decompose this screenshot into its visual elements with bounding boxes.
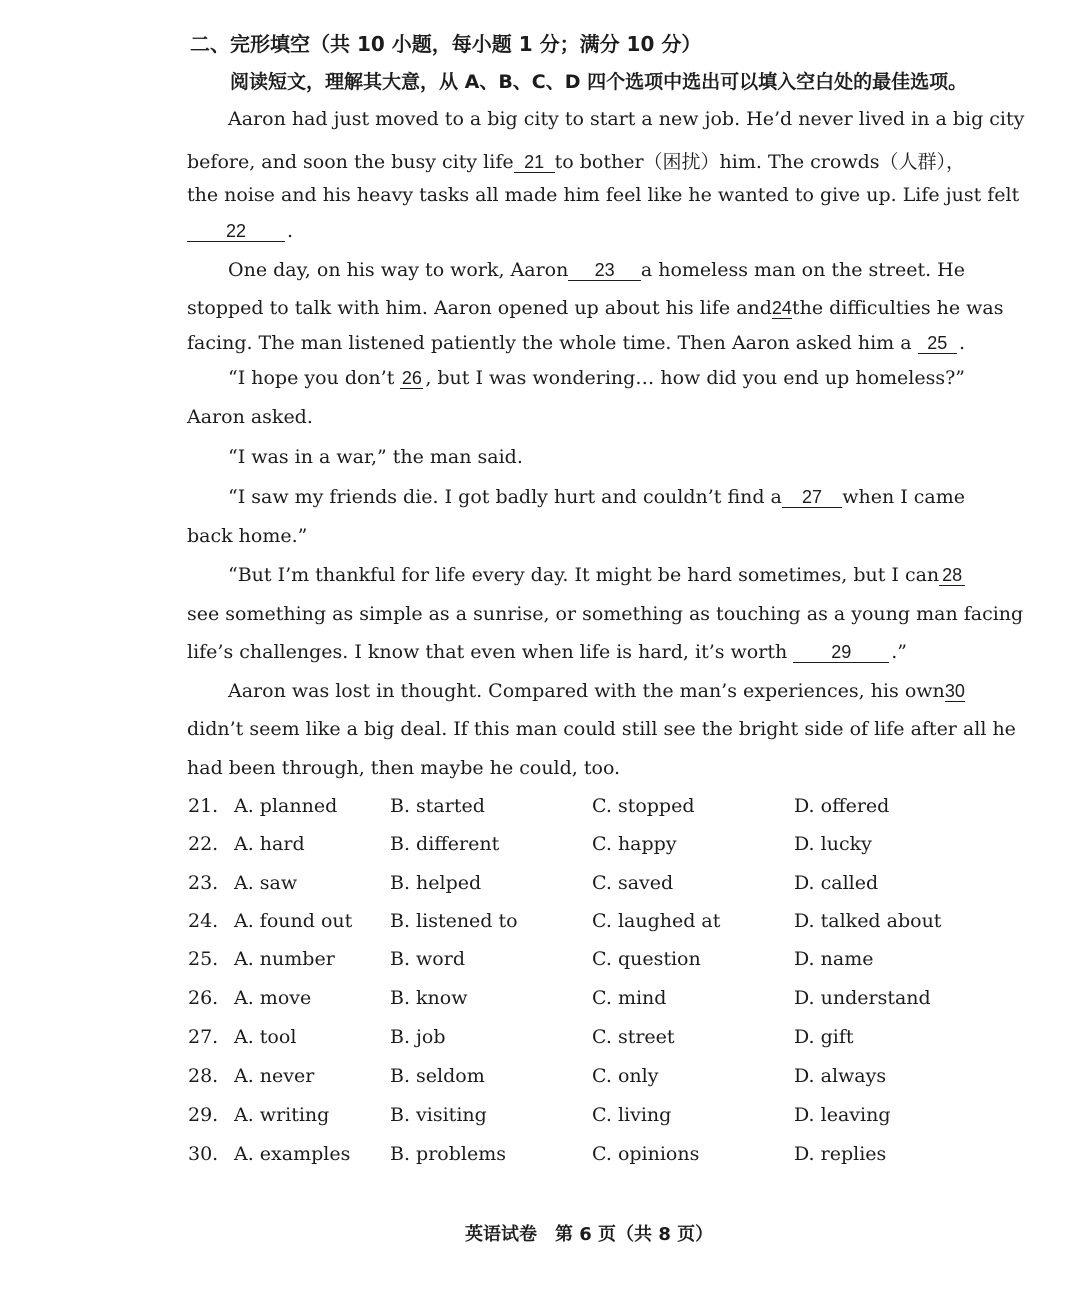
question-number: 30. [188, 1143, 219, 1165]
option-a[interactable]: A. move [234, 987, 312, 1009]
option-a[interactable]: A. found out [234, 910, 353, 932]
passage-line: facing. The man listened patiently the whole time. Then Aaron asked him a 25 . [187, 332, 965, 354]
option-b[interactable]: B. job [390, 1026, 446, 1048]
option-c[interactable]: C. laughed at [592, 910, 721, 932]
option-c[interactable]: C. question [592, 948, 701, 970]
passage-line: “I saw my friends die. I got badly hurt and couldn’t find a 27 when I came [228, 486, 965, 508]
option-b[interactable]: B. different [390, 833, 500, 855]
option-b[interactable]: B. word [390, 948, 465, 970]
option-d[interactable]: D. name [794, 948, 874, 970]
option-b[interactable]: B. know [390, 987, 468, 1009]
blank-27[interactable]: 27 [782, 487, 842, 508]
blank-29[interactable]: 29 [793, 642, 889, 663]
blank-28[interactable]: 28 [939, 565, 965, 586]
option-d[interactable]: D. lucky [794, 833, 872, 855]
option-c[interactable]: C. living [592, 1104, 672, 1126]
option-d[interactable]: D. talked about [794, 910, 942, 932]
option-b[interactable]: B. seldom [390, 1065, 485, 1087]
option-c[interactable]: C. only [592, 1065, 659, 1087]
passage-line: 22 . [187, 220, 965, 242]
page-footer: 英语试卷 第 6 页（共 8 页） [465, 1224, 714, 1245]
option-b[interactable]: B. visiting [390, 1104, 487, 1126]
option-c[interactable]: C. street [592, 1026, 675, 1048]
blank-26[interactable]: 26 [401, 368, 422, 388]
passage-line: Aaron asked. [187, 406, 313, 428]
option-d[interactable]: D. gift [794, 1026, 854, 1048]
passage-line: “But I’m thankful for life every day. It might be hard sometimes, but I can 28 [228, 564, 965, 586]
passage-line: One day, on his way to work, Aaron 23 a homeless man on the street. He [228, 259, 965, 281]
question-number: 24. [188, 910, 219, 932]
question-number: 25. [188, 948, 219, 970]
blank-24[interactable]: 24 [771, 298, 792, 318]
option-d[interactable]: D. replies [794, 1143, 887, 1165]
option-a[interactable]: A. hard [234, 833, 305, 855]
option-a[interactable]: A. examples [234, 1143, 351, 1165]
passage-line: back home.” [187, 525, 308, 547]
blank-22[interactable]: 22 [187, 221, 285, 242]
option-d[interactable]: D. leaving [794, 1104, 891, 1126]
option-a[interactable]: A. number [234, 948, 335, 970]
option-d[interactable]: D. always [794, 1065, 887, 1087]
option-c[interactable]: C. mind [592, 987, 667, 1009]
question-number: 22. [188, 833, 219, 855]
passage-line: Aaron was lost in thought. Compared with the man’s experiences, his own 30 [228, 680, 965, 702]
option-c[interactable]: C. saved [592, 872, 674, 894]
option-c[interactable]: C. stopped [592, 795, 695, 817]
passage-line: Aaron had just moved to a big city to start a new job. He’d never lived in a big city [228, 108, 1025, 130]
passage-line: “I hope you don’t 26 , but I was wondering… how did you end up homeless?” [228, 367, 965, 389]
passage-line: see something as simple as a sunrise, or something as touching as a young man facing [187, 603, 1024, 625]
passage-line: stopped to talk with him. Aaron opened up about his life and 24 the difficulties he was [187, 297, 1004, 319]
blank-25[interactable]: 25 [918, 333, 957, 354]
option-b[interactable]: B. started [390, 795, 485, 817]
option-a[interactable]: A. planned [234, 795, 338, 817]
passage-line: the noise and his heavy tasks all made him feel like he wanted to give up. Life just felt [187, 184, 1020, 206]
passage-line: had been through, then maybe he could, too. [187, 757, 621, 779]
section-title: 二、完形填空（共 10 小题，每小题 1 分；满分 10 分） [190, 32, 702, 56]
passage-line: before, and soon the busy city life 21 to bother（困扰）him. The crowds（人群）， [187, 151, 965, 173]
option-a[interactable]: A. saw [234, 872, 298, 894]
passage-line: life’s challenges. I know that even when life is hard, it’s worth 29 .” [187, 641, 907, 663]
option-a[interactable]: A. never [234, 1065, 315, 1087]
option-b[interactable]: B. helped [390, 872, 482, 894]
instructions: 阅读短文，理解其大意，从 A、B、C、D 四个选项中选出可以填入空白处的最佳选项。 [230, 71, 968, 93]
question-number: 26. [188, 987, 219, 1009]
question-number: 21. [188, 795, 219, 817]
blank-23[interactable]: 23 [568, 260, 640, 281]
question-number: 23. [188, 872, 219, 894]
blank-30[interactable]: 30 [944, 681, 965, 701]
option-b[interactable]: B. listened to [390, 910, 518, 932]
option-d[interactable]: D. called [794, 872, 879, 894]
question-number: 27. [188, 1026, 219, 1048]
passage-line: “I was in a war,” the man said. [228, 446, 523, 468]
question-number: 28. [188, 1065, 219, 1087]
passage-line: didn’t seem like a big deal. If this man could still see the bright side of life after all he [187, 718, 1016, 740]
option-a[interactable]: A. tool [234, 1026, 297, 1048]
option-a[interactable]: A. writing [234, 1104, 330, 1126]
option-c[interactable]: C. happy [592, 833, 677, 855]
option-d[interactable]: D. offered [794, 795, 890, 817]
blank-21[interactable]: 21 [514, 152, 555, 173]
option-c[interactable]: C. opinions [592, 1143, 700, 1165]
option-d[interactable]: D. understand [794, 987, 931, 1009]
option-b[interactable]: B. problems [390, 1143, 506, 1165]
question-number: 29. [188, 1104, 219, 1126]
